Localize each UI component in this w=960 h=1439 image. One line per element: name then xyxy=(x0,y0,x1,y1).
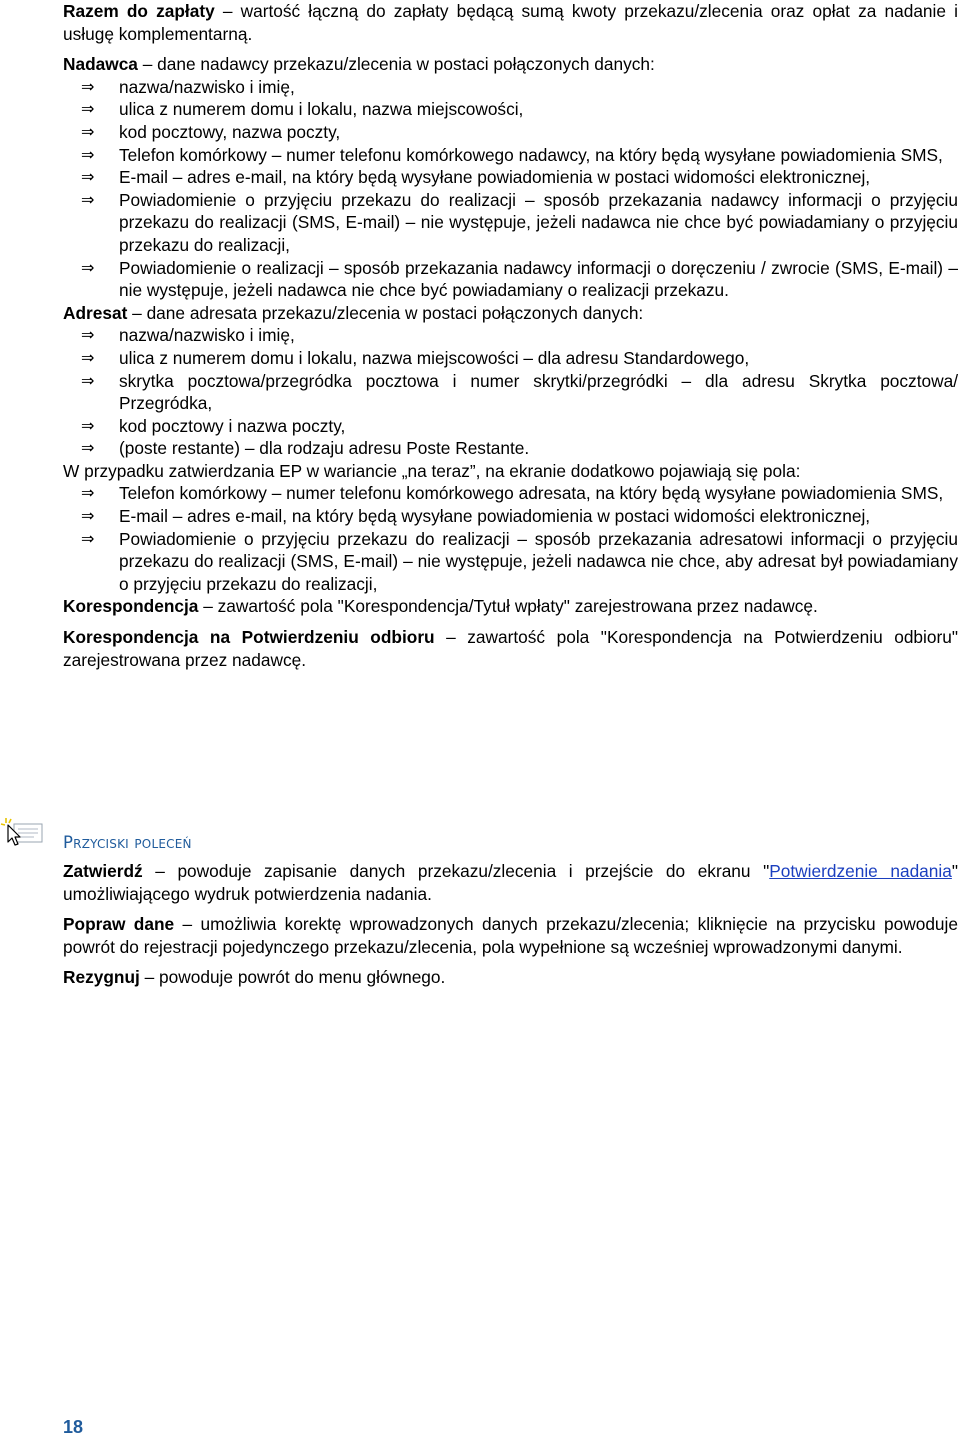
term-adresat: Adresat xyxy=(63,302,128,323)
double-arrow-icon: ⇒ xyxy=(81,167,95,187)
zatwierdz-text-before: – powoduje zapisanie danych przekazu/zlecenia i przejście do ekranu " xyxy=(142,861,770,881)
paragraph-rezygnuj xyxy=(63,966,958,989)
double-arrow-icon: ⇒ xyxy=(81,257,95,277)
double-arrow-icon: ⇒ xyxy=(81,347,95,367)
double-arrow-icon: ⇒ xyxy=(81,483,95,503)
list-item: ⇒ ulica z numerem domu i lokalu, nazwa miejscowości – dla adresu Standardowego, xyxy=(81,347,750,368)
double-arrow-icon: ⇒ xyxy=(81,438,95,458)
rezygnuj-text: – powoduje powrót do menu głównego. xyxy=(139,967,446,988)
double-arrow-icon: ⇒ xyxy=(81,528,95,548)
ep-list xyxy=(63,482,958,595)
double-arrow-icon: ⇒ xyxy=(81,76,95,96)
paragraph-ep-intro: W przypadku zatwierdzania EP w wariancie „na teraz”, na ekranie dodatkowo pojawiają się pola: xyxy=(63,460,801,481)
paragraph-adresat-intro xyxy=(63,302,958,325)
term-korespondencja: Korespondencja xyxy=(63,596,199,617)
list-item: ⇒ Powiadomienie o przyjęciu przekazu do realizacji – sposób przekazania adresatowi informacji o przyjęciu przekazu do realizacji (SMS, E-mail) – nie występuje, jeżeli nadawca nie chce, aby adresat był powiadamiany o przyjęciu przekazu do realizacji, xyxy=(81,528,958,594)
term-nadawca: Nadawca xyxy=(63,54,138,75)
list-item: ⇒ ulica z numerem domu i lokalu, nazwa miejscowości, xyxy=(81,99,524,120)
list-item: ⇒ (poste restante) – dla rodzaju adresu Poste Restante. xyxy=(81,438,530,459)
paragraph-korespondencja-po xyxy=(63,626,958,671)
paragraph-nadawca-intro xyxy=(63,53,958,76)
commands-section xyxy=(63,860,958,997)
paragraph-popraw xyxy=(63,913,958,958)
term-zatwierdz: Zatwierdź xyxy=(63,861,143,881)
list-item: ⇒ nazwa/nazwisko i imię, xyxy=(81,76,295,97)
nadawca-intro: – dane nadawcy przekazu/zlecenia w postaci połączonych danych: xyxy=(137,54,655,75)
double-arrow-icon: ⇒ xyxy=(81,370,95,390)
potwierdzenie-nadania-link[interactable]: Potwierdzenie nadania xyxy=(769,861,952,881)
term-razem: Razem do zapłaty xyxy=(63,1,215,21)
list-item: ⇒ Telefon komórkowy – numer telefonu komórkowego nadawcy, na który będą wysyłane powiadomienia SMS, xyxy=(81,144,943,165)
korespondencja-po-text: – zawartość pola "Korespondencja na Potwierdzeniu odbioru" zarejestrowana przez nadawcę. xyxy=(63,627,958,670)
adresat-list xyxy=(63,324,958,460)
adresat-intro: – dane adresata przekazu/zlecenia w postaci połączonych danych: xyxy=(127,302,644,323)
document-body xyxy=(63,0,958,679)
term-rezygnuj: Rezygnuj xyxy=(63,967,140,988)
nadawca-list xyxy=(63,76,958,302)
zatwierdz-text-after: " umożliwiającego wydruk potwierdzenia nadania. xyxy=(63,861,958,904)
popraw-text: – umożliwia korektę wprowadzonych danych przekazu/zlecenia; kliknięcie na przycisku powoduje powrót do rejestracji pojedynczego przekazu/zlecenia, pola wypełnione są wcześniej wprowadzonymi danymi. xyxy=(63,914,958,957)
double-arrow-icon: ⇒ xyxy=(81,415,95,435)
list-item: ⇒ Telefon komórkowy – numer telefonu komórkowego adresata, na który będą wysyłane powiadomienia SMS, xyxy=(81,483,944,504)
double-arrow-icon: ⇒ xyxy=(81,189,95,209)
razem-text: – wartość łączną do zapłaty będącą sumą kwoty przekazu/zlecenia oraz opłat za nadanie i usługę komplementarną. xyxy=(63,1,958,44)
term-korespondencja-po: Korespondencja na Potwierdzeniu odbioru xyxy=(63,627,435,648)
list-item: ⇒ E-mail – adres e-mail, na który będą wysyłane powiadomienia w postaci widomości elektronicznej, xyxy=(81,506,871,527)
term-popraw: Popraw dane xyxy=(63,914,175,935)
list-item: ⇒ nazwa/nazwisko i imię, xyxy=(81,325,295,346)
double-arrow-icon: ⇒ xyxy=(81,99,95,119)
list-item: ⇒ kod pocztowy, nazwa poczty, xyxy=(81,121,341,142)
korespondencja-text: – zawartość pola "Korespondencja/Tytuł wpłaty" zarejestrowana przez nadawcę. xyxy=(198,596,818,617)
page-number: 18 xyxy=(63,1417,84,1437)
list-item: ⇒ skrytka pocztowa/przegródka pocztowa i numer skrytki/przegródki – dla adresu Skrytka pocztowa/ Przegródka, xyxy=(81,370,958,414)
section-heading: Przyciski poleceń xyxy=(63,833,192,852)
pointer-hint-icon xyxy=(0,816,44,850)
paragraph-korespondencja xyxy=(63,595,958,618)
double-arrow-icon: ⇒ xyxy=(81,325,95,345)
double-arrow-icon: ⇒ xyxy=(81,121,95,141)
list-item: ⇒ Powiadomienie o przyjęciu przekazu do realizacji – sposób przekazania nadawcy informacji o przyjęciu przekazu do realizacji (SMS, E-mail) – nie występuje, jeżeli nadawca nie chce być powiadamiany o przyjęciu przekazu do realizacji, xyxy=(81,189,958,255)
list-item: ⇒ E-mail – adres e-mail, na który będą wysyłane powiadomienia w postaci widomości elektronicznej, xyxy=(81,167,871,188)
list-item: ⇒ kod pocztowy i nazwa poczty, xyxy=(81,415,346,436)
double-arrow-icon: ⇒ xyxy=(81,144,95,164)
paragraph-razem xyxy=(63,0,958,45)
double-arrow-icon: ⇒ xyxy=(81,506,95,526)
paragraph-zatwierdz xyxy=(63,860,958,905)
list-item: ⇒ Powiadomienie o realizacji – sposób przekazania nadawcy informacji o doręczeniu / zwrocie (SMS, E-mail) – nie występuje, jeżeli nadawca nie chce być powiadamiany o realizacji przekazu. xyxy=(81,257,958,301)
